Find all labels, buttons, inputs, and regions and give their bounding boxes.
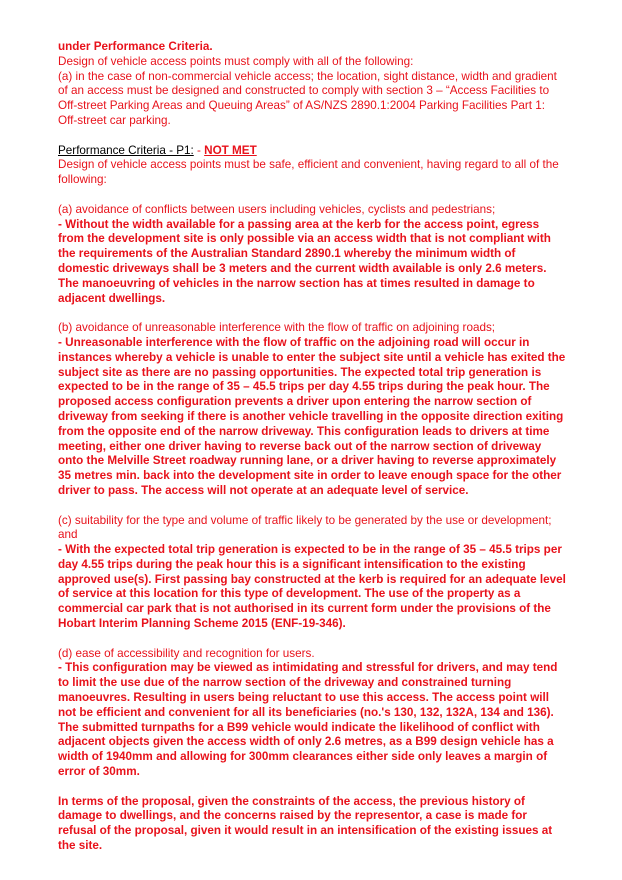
criterion-c-response: - With the expected total trip generation is expected to be in the range of 35 – 45.5 trips per day 4.55 trips during the peak hour this is a significant intensification to the existing approved use(s). First passing bay constructed at the kerb is required for an adequate level of service at this location for this type of development. The use of the property as a commercial car park that is not authorised in its current form under the provisions of the Hobart Interim Planning Scheme 2015 (ENF-19-346). <box>58 543 566 631</box>
criterion-c-clause: (c) suitability for the type and volume of traffic likely to be generated by the use or development; and <box>58 513 552 542</box>
spacer <box>58 499 566 514</box>
spacer <box>58 129 566 144</box>
block-heading: under Performance Criteria. <box>58 40 213 53</box>
criterion-b-response: - Unreasonable interference with the flow of traffic on the adjoining road will occur in instances whereby a vehicle is unable to enter the subject site until a vehicle has exited the subject site as there are no passing opportunities. The expected total trip generation is expected to be in the range of 35 – 45.5 trips per day 4.55 trips during the peak hour. The proposed access configuration prevents a driver upon entering the narrow section of driveway from seeking if there is another vehicle travelling in the opposite direction exiting from the opposite end of the narrow driveway. This configuration leads to drivers at time meeting, either one driver having to reverse back out of the narrow section of driveway onto the Melville Street roadway running lane, or a driver having to reverse approximately 35 metres min. back into the development site in order to leave enough space for the other driver to pass. The access will not operate at an adequate level of service. <box>58 335 566 497</box>
performance-criteria-separator: - <box>193 143 205 157</box>
criterion-a-clause: (a) avoidance of conflicts between users including vehicles, cyclists and pedestrians; <box>58 202 496 216</box>
clause-a-acceptable: (a) in the case of non-commercial vehicle access; the location, sight distance, width and gradient of an access must be designed and constructed to comply with section 3 – “Access Facilities to Off-street Parking Areas and Queuing Areas” of AS/NZS 2890.1:2004 Parking Facilities Part 1: Off-street car parking. <box>58 69 557 127</box>
performance-criteria-status: NOT MET <box>204 143 257 157</box>
performance-criteria-heading <box>58 144 566 159</box>
performance-criteria-intro: Design of vehicle access points must be safe, efficient and convenient, having regard to all of the following: <box>58 158 559 187</box>
spacer <box>58 306 566 321</box>
spacer <box>58 188 566 203</box>
criterion-a-response: - Without the width available for a passing area at the kerb for the access point, egress from the development site is only possible via an access width that is not compliant with the requirements of the Australian Standard 2890.1 whereby the minimum width of domestic driveways shall be 3 meters and the current width available is only 2.6 meters. The manoeuvring of vehicles in the narrow section has at times resulted in damage to adjacent dwellings. <box>58 217 551 305</box>
criterion-d-clause: (d) ease of accessibility and recognition for users. <box>58 646 315 660</box>
block-intro-line: Design of vehicle access points must comply with all of the following: <box>58 54 414 68</box>
conclusion-paragraph: In terms of the proposal, given the constraints of the access, the previous history of damage to dwellings, and the concerns raised by the representor, a case is made for refusal of the proposal, given it would result in an intensification of the existing issues at the site. <box>58 794 553 853</box>
performance-criteria-label: Performance Criteria - P1: <box>58 143 194 157</box>
spacer <box>58 780 566 795</box>
criterion-d-response: - This configuration may be viewed as intimidating and stressful for drivers, and may tend to limit the use due of the narrow section of the driveway and constrained turning manoeuvres. Resulting in users being reluctant to use this access. The access point will not be efficient and convenient for all its beneficiaries (no.'s 130, 132, 132A, 134 and 136). The submitted turnpaths for a B99 vehicle would indicate the likelihood of conflict with adjacent objects given the access width of only 2.6 metres, as a B99 design vehicle has a width of 1940mm and allowing for 300mm clearances either side only leaves a margin of error of 30mm. <box>58 661 558 779</box>
spacer <box>58 632 566 647</box>
criterion-b-clause: (b) avoidance of unreasonable interference with the flow of traffic on adjoining roads; <box>58 321 496 335</box>
